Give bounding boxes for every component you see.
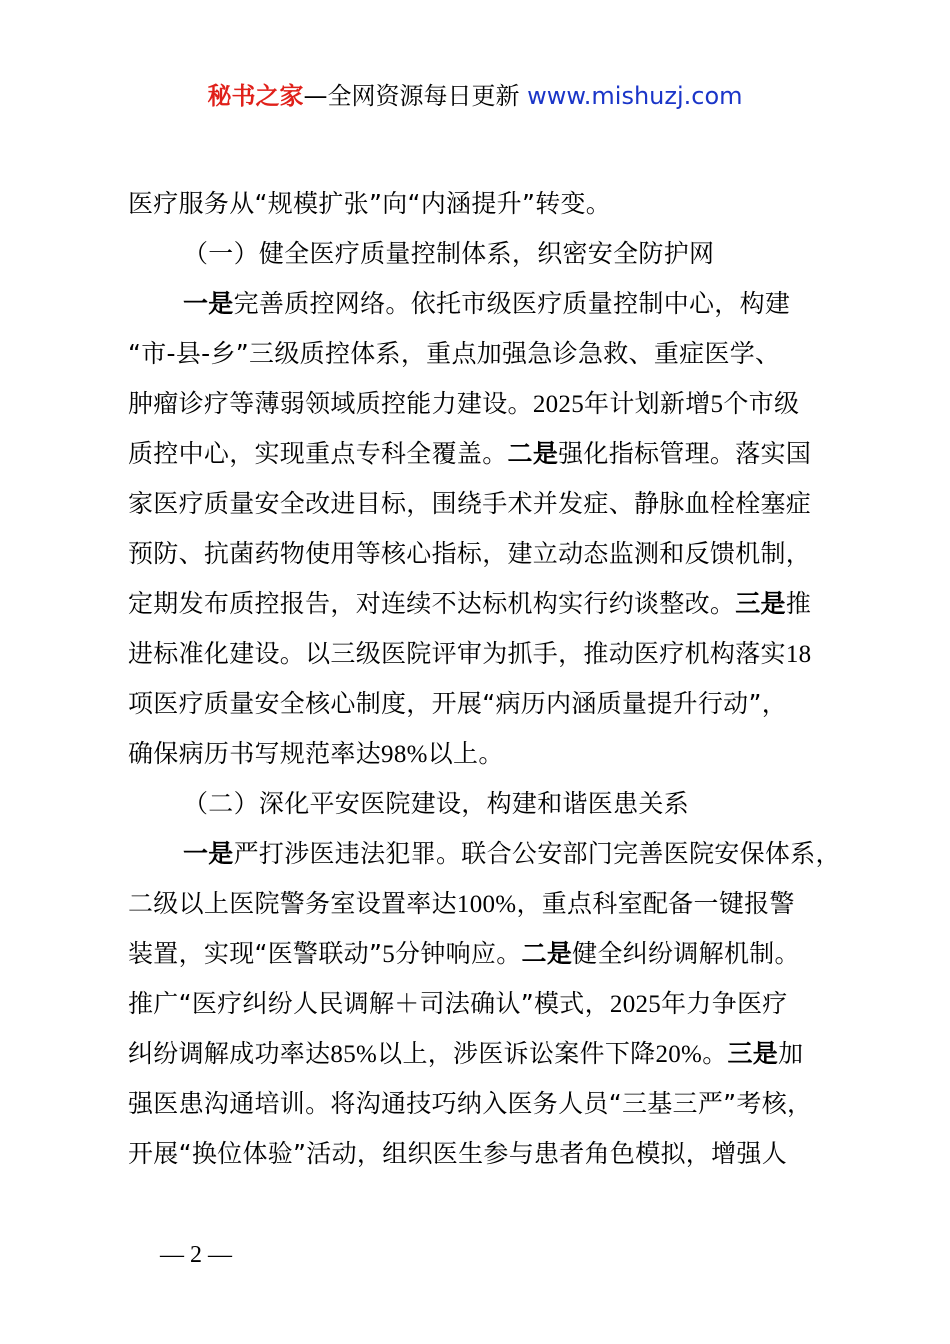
numeric-value: 2025 <box>532 391 585 418</box>
text-run: 装置，实现“医警联动” <box>128 939 383 968</box>
text-line <box>128 387 950 422</box>
text-line <box>128 487 950 521</box>
text-line <box>128 737 950 772</box>
numeric-value: 2025 <box>609 991 662 1018</box>
text-line <box>128 937 950 972</box>
numeric-value: 85% <box>330 1041 378 1068</box>
text-line <box>128 437 950 471</box>
site-banner <box>0 80 950 112</box>
text-run: 二级以上医院警务室设置率达 <box>128 889 457 918</box>
text-run: 以上。 <box>427 739 504 768</box>
text-run: （一）健全医疗质量控制体系，织密安全防护网 <box>183 239 715 268</box>
text-run: 加 <box>778 1039 804 1068</box>
numeric-value: 5 <box>382 941 396 968</box>
text-run: （二）深化平安医院建设，构建和谐医患关系 <box>183 789 690 818</box>
bold-lead: 一是 <box>183 289 234 318</box>
text-line <box>128 337 950 371</box>
site-url-link[interactable]: www.mishuzj.com <box>527 82 743 110</box>
text-line <box>128 187 950 221</box>
text-line <box>128 1037 950 1072</box>
text-line <box>128 637 950 672</box>
text-line <box>128 537 950 571</box>
text-run: 强医患沟通培训。将沟通技巧纳入医务人员“三基三严”考核， <box>128 1089 813 1118</box>
text-run: 推 <box>785 589 812 618</box>
text-run: 确保病历书写规范率达 <box>128 739 382 768</box>
text-run: 年力争医疗 <box>661 989 788 1018</box>
text-run: 以上，涉医诉讼案件下降 <box>377 1039 656 1068</box>
site-slogan: —全网资源每日更新 <box>303 82 528 110</box>
bold-lead: 三是 <box>735 589 786 618</box>
text-line <box>183 837 950 871</box>
bold-lead: 二是 <box>521 939 573 968</box>
text-run: 纠纷调解成功率达 <box>128 1039 331 1068</box>
site-brand: 秘书之家 <box>207 82 304 110</box>
text-run: 健全纠纷调解机制。 <box>572 939 800 968</box>
text-line <box>183 237 950 271</box>
bold-lead: 二是 <box>507 439 559 468</box>
text-line <box>128 1087 950 1121</box>
text-run: 推广“医疗纠纷人民调解＋司法确认”模式， <box>128 989 610 1018</box>
text-run: 分钟响应。 <box>395 939 522 968</box>
numeric-value: 98% <box>381 741 428 768</box>
text-run: 定期发布质控报告，对连续不达标机构实行约谈整改。 <box>128 589 736 618</box>
text-run: “市-县-乡”三级质控体系，重点加强急诊急救、重症医学、 <box>128 339 781 368</box>
text-run: ，重点科室配备一键报警 <box>516 889 795 918</box>
text-line <box>183 287 950 321</box>
text-run: 预防、抗菌药物使用等核心指标，建立动态监测和反馈机制， <box>128 539 812 568</box>
text-line <box>128 1137 950 1171</box>
text-run: 医疗服务从“规模扩张”向“内涵提升”转变。 <box>128 189 612 218</box>
text-run: 年计划新增 <box>584 389 711 418</box>
text-line <box>128 687 950 721</box>
text-run: 强化指标管理。落实国 <box>558 439 812 468</box>
text-run: 项医疗质量安全核心制度，开展“病历内涵质量提升行动”， <box>128 689 788 718</box>
numeric-value: 20% <box>655 1041 703 1068</box>
text-run: 个市级 <box>723 389 800 418</box>
text-run: 。 <box>702 1039 728 1068</box>
bold-lead: 一是 <box>183 839 234 868</box>
text-line <box>128 587 950 621</box>
numeric-value: 5 <box>710 391 724 418</box>
bold-lead: 三是 <box>727 1039 779 1068</box>
text-run: 开展“换位体验”活动，组织医生参与患者角色模拟，增强人 <box>128 1139 788 1168</box>
text-run: 进标准化建设。以三级医院评审为抓手，推动医疗机构落实 <box>128 639 786 668</box>
text-run: 严打涉医违法犯罪。联合公安部门完善医院安保体系， <box>233 839 841 868</box>
numeric-value: 18 <box>785 641 812 668</box>
text-run: 家医疗质量安全改进目标，围绕手术并发症、静脉血栓栓塞症 <box>128 489 812 518</box>
text-line <box>128 887 950 922</box>
numeric-value: 100% <box>456 891 517 918</box>
text-line <box>128 987 950 1022</box>
text-run: 完善质控网络。依托市级医疗质量控制中心，构建 <box>233 289 791 318</box>
text-line <box>183 787 950 821</box>
page-number: — 2 — <box>160 1242 232 1268</box>
text-run: 质控中心，实现重点专科全覆盖。 <box>128 439 508 468</box>
text-run: 肿瘤诊疗等薄弱领域质控能力建设。 <box>128 389 533 418</box>
